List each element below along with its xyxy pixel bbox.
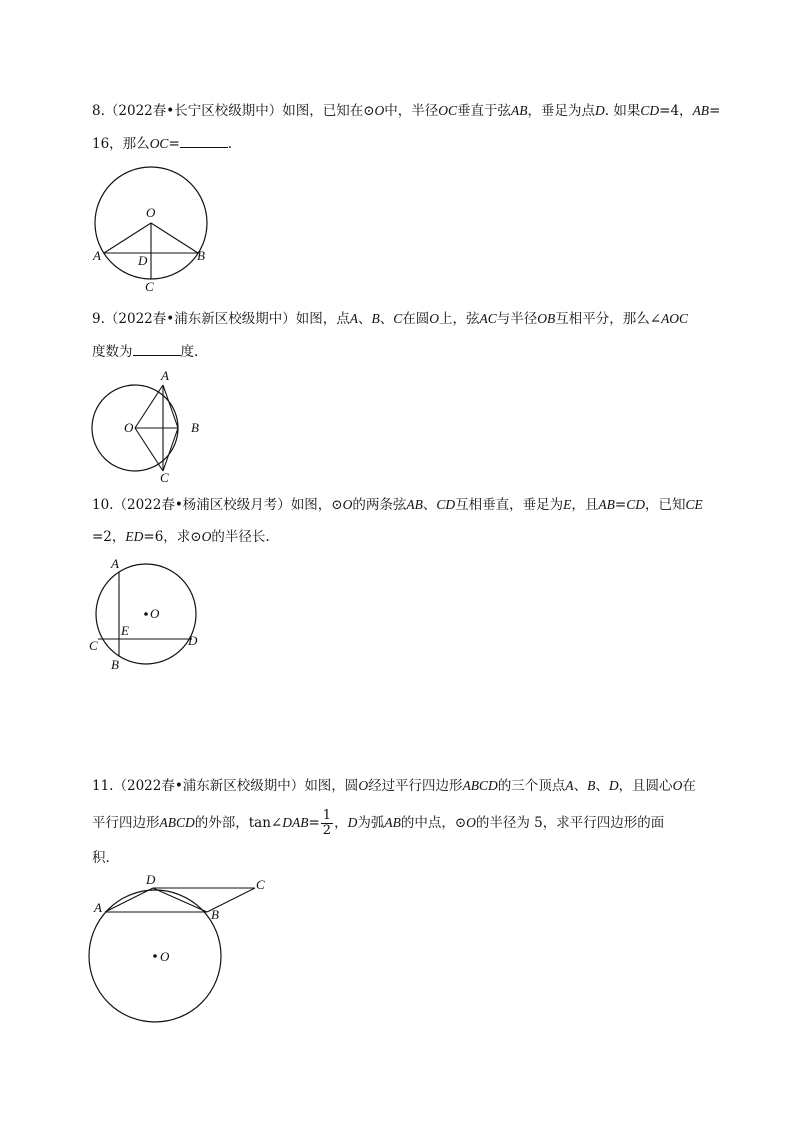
q9-var: B (371, 311, 380, 326)
q10-line-1 (92, 495, 703, 515)
q10-text: 的半径长. (211, 529, 270, 545)
q11-var: O (358, 778, 369, 793)
q9-text: 、 (379, 311, 394, 327)
q11-label-d: D (146, 872, 156, 887)
q9-figure (85, 368, 225, 488)
q11-text: 、 (573, 778, 588, 794)
q11-fraction-numerator: 1 (322, 808, 332, 823)
q10-text: = (614, 497, 627, 513)
q8-var: AB (511, 103, 528, 118)
q9-text: 上，弦 (438, 311, 480, 327)
q9-var: A (349, 311, 358, 326)
q8-source: （2022春•长宁区校级期中） (104, 103, 283, 119)
q10-text: 的两条弦 (352, 497, 407, 513)
q11-text: 如图，圆 (304, 778, 359, 794)
q11-var: D (608, 778, 619, 793)
q10-text: 互相垂直，垂足为 (455, 497, 564, 513)
q8-var: O (374, 103, 385, 118)
q9-segment-cb (163, 428, 178, 471)
q10-label-c: C (89, 638, 98, 653)
q10-var: O (342, 497, 353, 512)
q8-text: . 如果 (604, 103, 641, 119)
q9-var: AOC (661, 311, 689, 326)
q11-fraction (321, 809, 333, 838)
q11-text: 为弧 (357, 815, 385, 831)
q10-var: CE (685, 497, 703, 512)
q11-center-dot (153, 954, 157, 958)
q8-label-b: B (197, 248, 205, 263)
q10-center-dot (144, 612, 148, 616)
q11-text: ， (334, 815, 348, 831)
q10-text: 如图，⊙ (290, 497, 343, 513)
q9-var: O (429, 311, 439, 326)
q8-text: = (168, 136, 180, 152)
q9-text: 在圆 (402, 311, 430, 327)
q11-var: O (672, 778, 683, 793)
q11-line-1 (92, 776, 696, 796)
q8-var: AB (692, 103, 710, 118)
q11-label-o: O (160, 949, 170, 964)
q9-text: 度数为 (92, 344, 133, 360)
q8-label-d: D (138, 253, 148, 268)
q11-figure (85, 870, 285, 1030)
q11-segment-db (153, 888, 207, 912)
q8-text: = (709, 103, 721, 119)
q9-var: OB (537, 311, 556, 326)
q8-answer-blank[interactable] (180, 133, 228, 148)
q9-segment-oc (135, 428, 163, 471)
q9-answer-blank[interactable] (133, 341, 181, 356)
q10-label-d: D (188, 633, 198, 648)
q10-text: ，已知 (644, 497, 686, 513)
q11-number: 11. (92, 778, 114, 794)
q9-line-1 (92, 309, 688, 329)
q11-text: 平行四边形 (92, 815, 160, 831)
q8-var: OC (438, 103, 458, 118)
q8-text: . (227, 136, 233, 152)
q11-text: 的半径为 5，求平行四边形的面 (475, 815, 665, 831)
q10-label-b: B (111, 657, 119, 672)
q8-label-a: A (93, 248, 101, 263)
q11-side-ad (105, 888, 153, 912)
q11-label-c: C (256, 877, 265, 892)
q8-var: CD (640, 103, 660, 118)
q11-text: ，且圆心 (618, 778, 673, 794)
q11-text: 经过平行四边形 (368, 778, 463, 794)
q11-text: = (308, 815, 320, 831)
q9-label-o: O (124, 420, 134, 435)
q8-figure (85, 165, 225, 295)
q11-label-a: A (94, 900, 102, 915)
q10-text: =2， (92, 529, 126, 545)
q11-text: 的三个顶点 (497, 778, 566, 794)
q11-label-b: B (211, 907, 219, 922)
q10-var: AB (598, 497, 615, 512)
q11-text: 积. (92, 850, 110, 866)
q10-var: O (201, 529, 212, 544)
q10-var: E (563, 497, 572, 512)
q8-line-2 (92, 133, 232, 154)
q10-label-o: O (150, 606, 160, 621)
q9-text: 如图，点 (295, 311, 350, 327)
q9-text: 度. (180, 344, 199, 360)
q10-text: ，且 (571, 497, 599, 513)
q9-segment-oa (135, 385, 163, 428)
q9-text: 与半径 (496, 311, 538, 327)
q9-number: 9. (92, 311, 105, 327)
q9-text: 互相平分，那么∠ (555, 311, 662, 327)
q9-var: C (393, 311, 403, 326)
q10-text: =6，求⊙ (143, 529, 202, 545)
q11-var: A (565, 778, 574, 793)
q8-line-1 (92, 101, 720, 121)
q11-var: D (347, 815, 358, 830)
q9-label-a: A (161, 368, 169, 383)
q11-fraction-denominator: 2 (322, 823, 332, 838)
q11-line-2 (92, 809, 664, 838)
q10-label-a: A (111, 556, 119, 571)
q11-text: 的中点，⊙ (400, 815, 467, 831)
q10-label-e: E (121, 623, 129, 638)
q11-var: DAB (282, 815, 309, 830)
q9-text: 、 (357, 311, 372, 327)
q10-var: CD (626, 497, 645, 512)
q8-text: ，垂足为点 (527, 103, 596, 119)
q8-text: 如图，已知在⊙ (282, 103, 375, 119)
q10-line-2 (92, 527, 270, 547)
q11-var: AB (384, 815, 401, 830)
q10-var: AB (406, 497, 423, 512)
q9-source: （2022春•浦东新区校级期中） (104, 311, 296, 327)
q11-source: （2022春•浦东新区校级期中） (113, 778, 305, 794)
q8-text: 中，半径 (384, 103, 439, 119)
q8-label-o: O (146, 205, 156, 220)
q11-var: B (587, 778, 596, 793)
q11-line-3 (92, 848, 110, 868)
q11-text: 的外部，tan∠ (194, 815, 283, 831)
q9-label-c: C (160, 470, 169, 485)
q9-segment-ab (163, 385, 178, 428)
q10-var: CD (436, 497, 456, 512)
q8-text: 垂直于弦 (457, 103, 512, 119)
q10-number: 10. (92, 497, 114, 513)
q11-text: 、 (595, 778, 609, 794)
q11-var: O (466, 815, 476, 830)
q9-var: AC (479, 311, 497, 326)
q10-var: ED (125, 529, 144, 544)
q8-number: 8. (92, 103, 105, 119)
q9-line-2 (92, 341, 198, 362)
q11-var: ABCD (159, 815, 195, 830)
q8-text: =4， (659, 103, 693, 119)
q8-segment-oa (104, 223, 151, 253)
q8-text: 16，那么 (92, 136, 150, 152)
q10-figure (85, 555, 225, 675)
q8-var: OC (149, 136, 169, 151)
q8-label-c: C (145, 279, 154, 294)
q9-label-b: B (191, 420, 199, 435)
q8-segment-ob (151, 223, 198, 253)
q11-var: ABCD (462, 778, 498, 793)
q8-var: D (595, 103, 605, 118)
q11-text: 在 (682, 778, 696, 794)
q10-text: 、 (422, 497, 437, 513)
q10-source: （2022春•杨浦区校级月考） (113, 497, 291, 513)
